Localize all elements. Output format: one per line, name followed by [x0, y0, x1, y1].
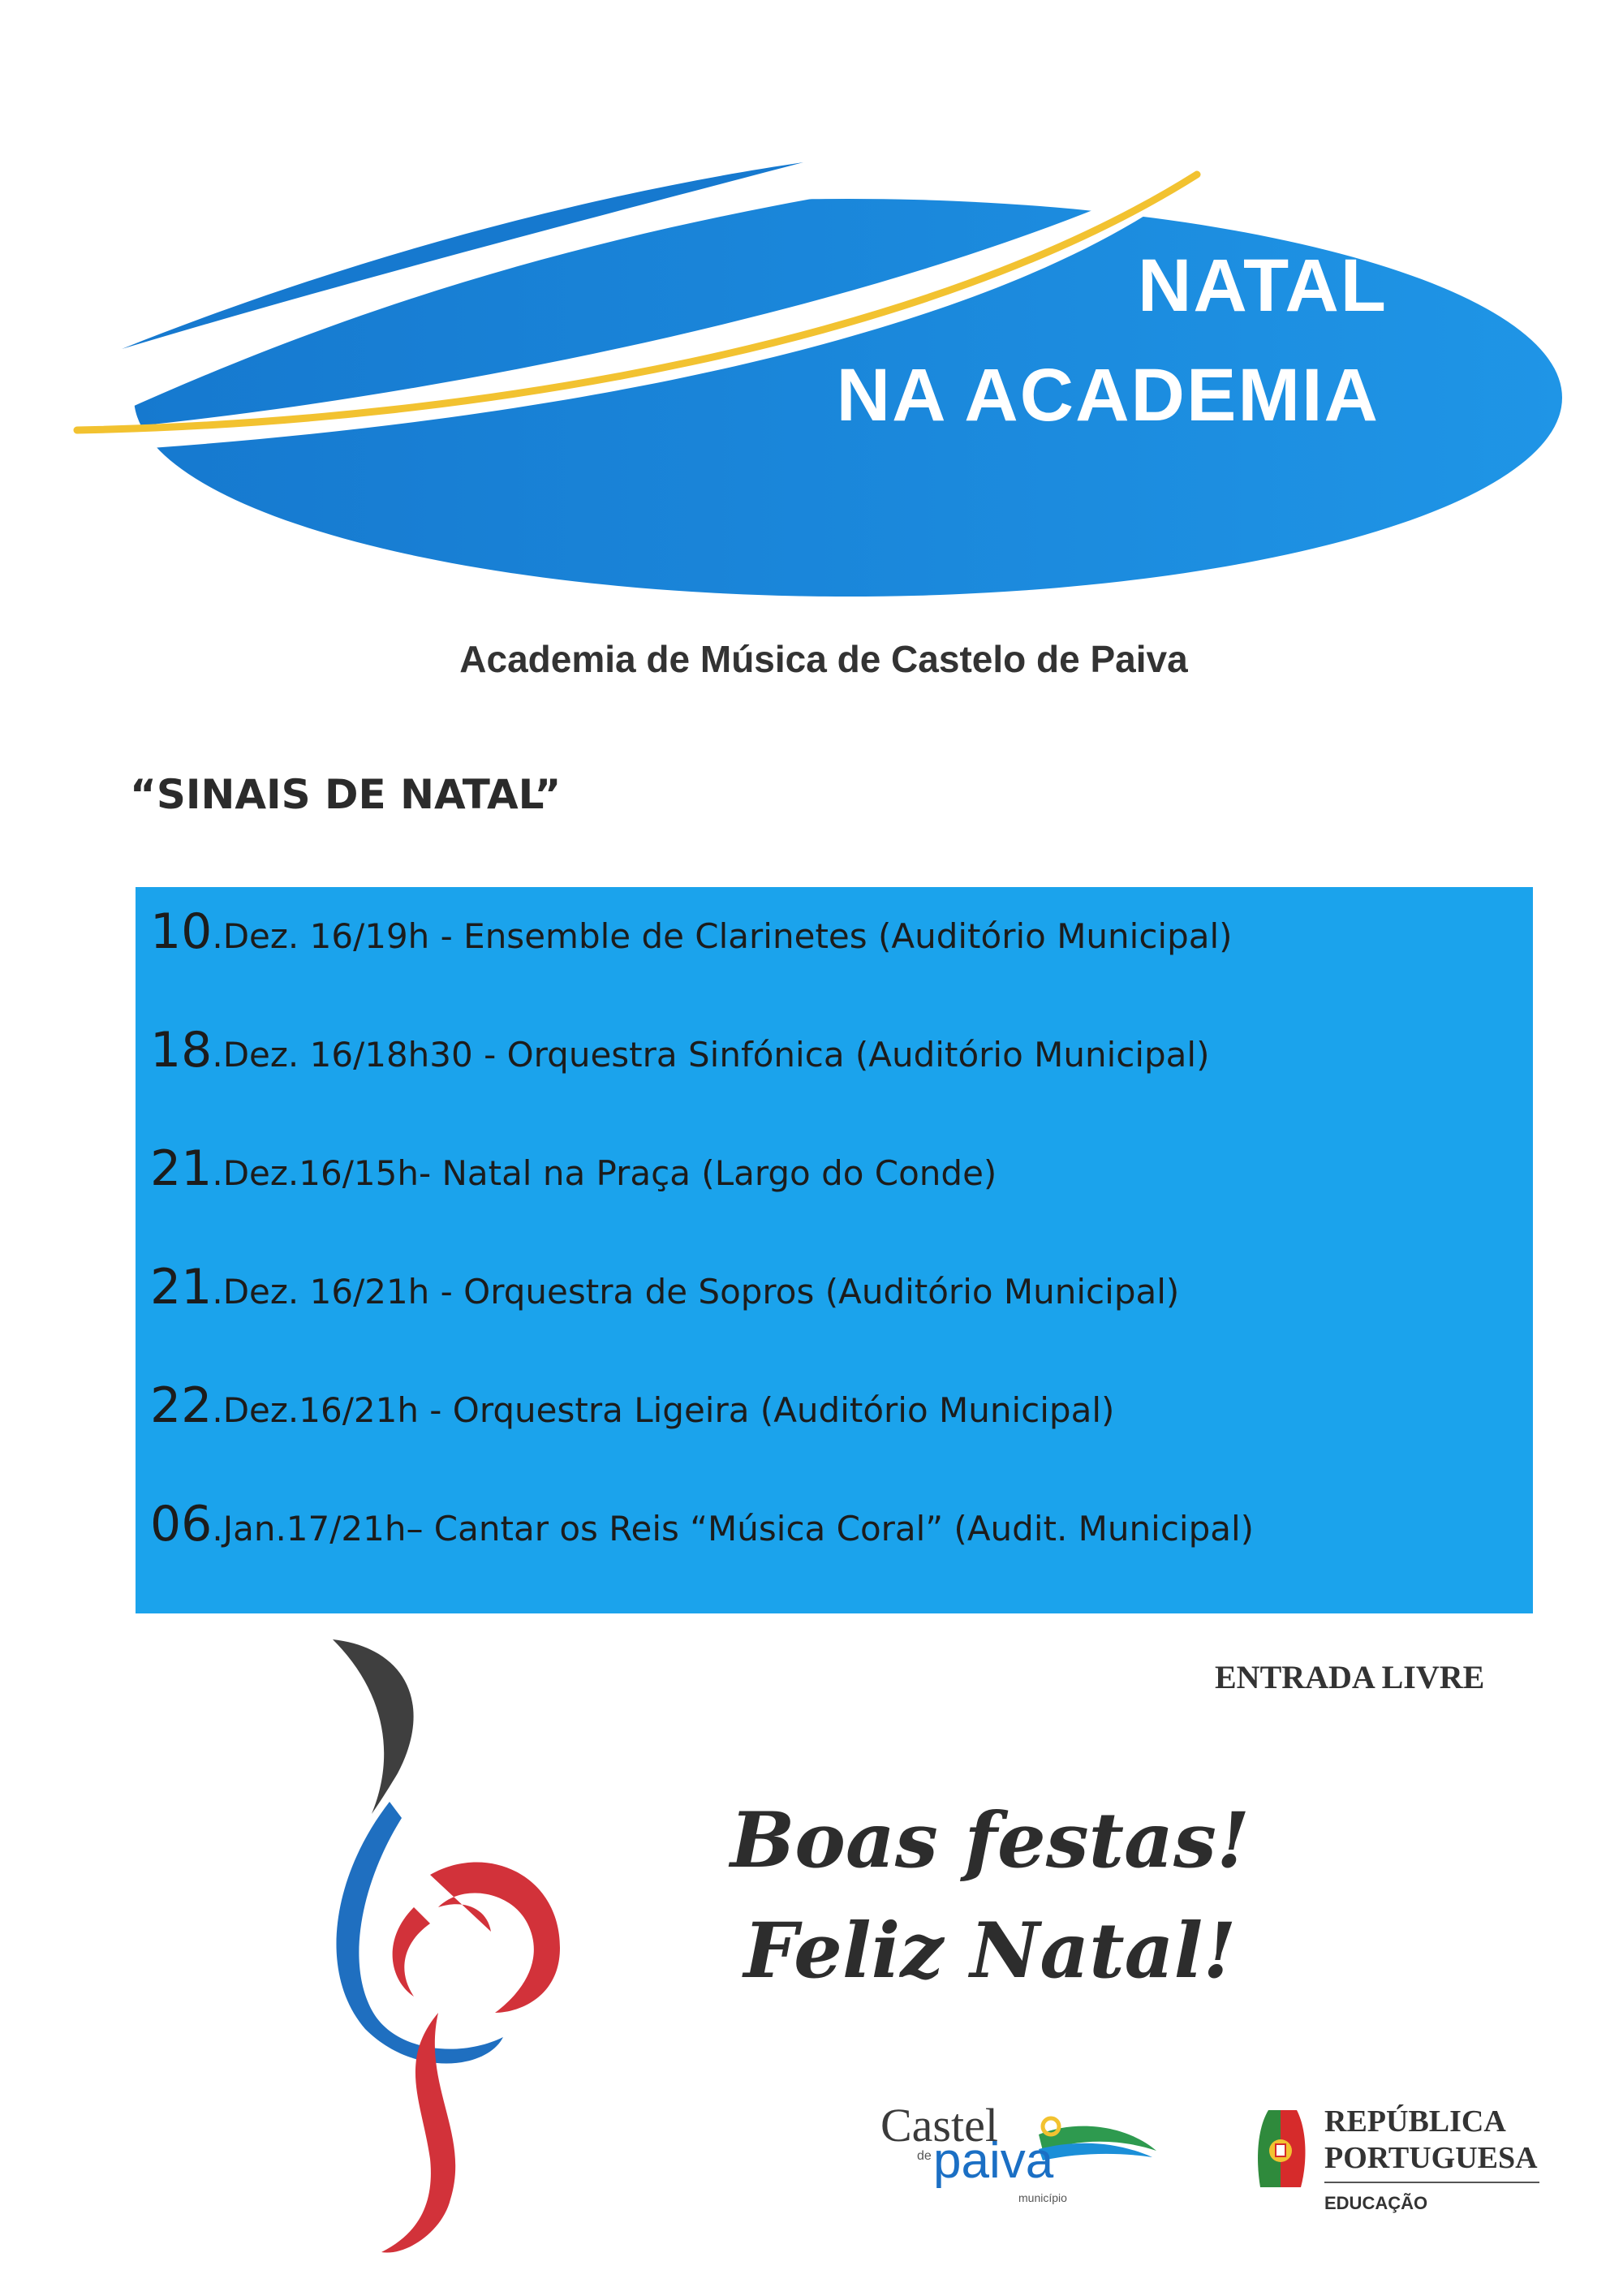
event-details: .Dez. 16/19h - Ensemble de Clarinetes (Auditório Municipal) — [212, 916, 1233, 956]
logo-red-left — [393, 1907, 430, 1997]
title-line-2: NA ACADEMIA — [836, 354, 1380, 437]
greeting-line-2: Feliz Natal! — [743, 1906, 1237, 1997]
castelo-logo-text: Castel — [880, 2099, 998, 2152]
greeting — [706, 1786, 1274, 2007]
republica-divider — [1324, 2182, 1539, 2183]
event-item — [150, 1377, 1114, 1434]
event-day: 21 — [150, 1140, 213, 1197]
flag-shield — [1276, 2144, 1285, 2156]
greeting-line-1: Boas festas! — [730, 1796, 1251, 1885]
event-details: .Jan.17/21h– Cantar os Reis “Música Coral” (Audit. Municipal) — [212, 1509, 1255, 1549]
event-details: .Dez. 16/18h30 - Orquestra Sinfónica (Auditório Municipal) — [212, 1035, 1210, 1075]
event-details: .Dez. 16/21h - Orquestra de Sopros (Auditório Municipal) — [212, 1272, 1180, 1312]
free-entry-label: ENTRADA LIVRE — [1215, 1659, 1485, 1695]
logo-grey-crescent — [333, 1639, 414, 1814]
portuguesa-text: PORTUGUESA — [1324, 2141, 1538, 2175]
educacao-text: EDUCAÇÃO — [1324, 2193, 1428, 2213]
event-day: 06 — [150, 1496, 213, 1553]
event-item — [150, 1140, 997, 1197]
event-day: 22 — [150, 1377, 213, 1434]
castelo-logo-de: de — [917, 2149, 932, 2163]
logo-red-swirl — [430, 1862, 560, 2013]
section-title: “SINAIS DE NATAL” — [130, 771, 562, 818]
event-day: 18 — [150, 1022, 213, 1079]
event-day: 10 — [150, 903, 213, 960]
event-item — [150, 903, 1233, 960]
event-item — [150, 1259, 1179, 1316]
event-day: 21 — [150, 1259, 213, 1316]
municipio-text: município — [1018, 2191, 1067, 2204]
event-item — [150, 1022, 1209, 1079]
event-details: .Dez.16/15h- Natal na Praça (Largo do Conde) — [212, 1153, 997, 1193]
event-details: .Dez.16/21h - Orquestra Ligeira (Auditório Municipal) — [212, 1390, 1115, 1430]
event-item — [150, 1496, 1254, 1553]
academy-logo — [300, 1631, 592, 2264]
subtitle: Academia de Música de Castelo de Paiva — [459, 638, 1188, 680]
republica-text: REPÚBLICA — [1324, 2104, 1506, 2139]
title-line-1: NATAL — [1137, 244, 1388, 327]
portugal-flag-icon — [1252, 2106, 1309, 2191]
paiva-logo-text: paiva — [933, 2133, 1054, 2189]
schedule-panel — [136, 887, 1533, 1613]
castelo-wave-blue — [1039, 2143, 1152, 2160]
logo-blue-hook — [336, 1802, 503, 2064]
